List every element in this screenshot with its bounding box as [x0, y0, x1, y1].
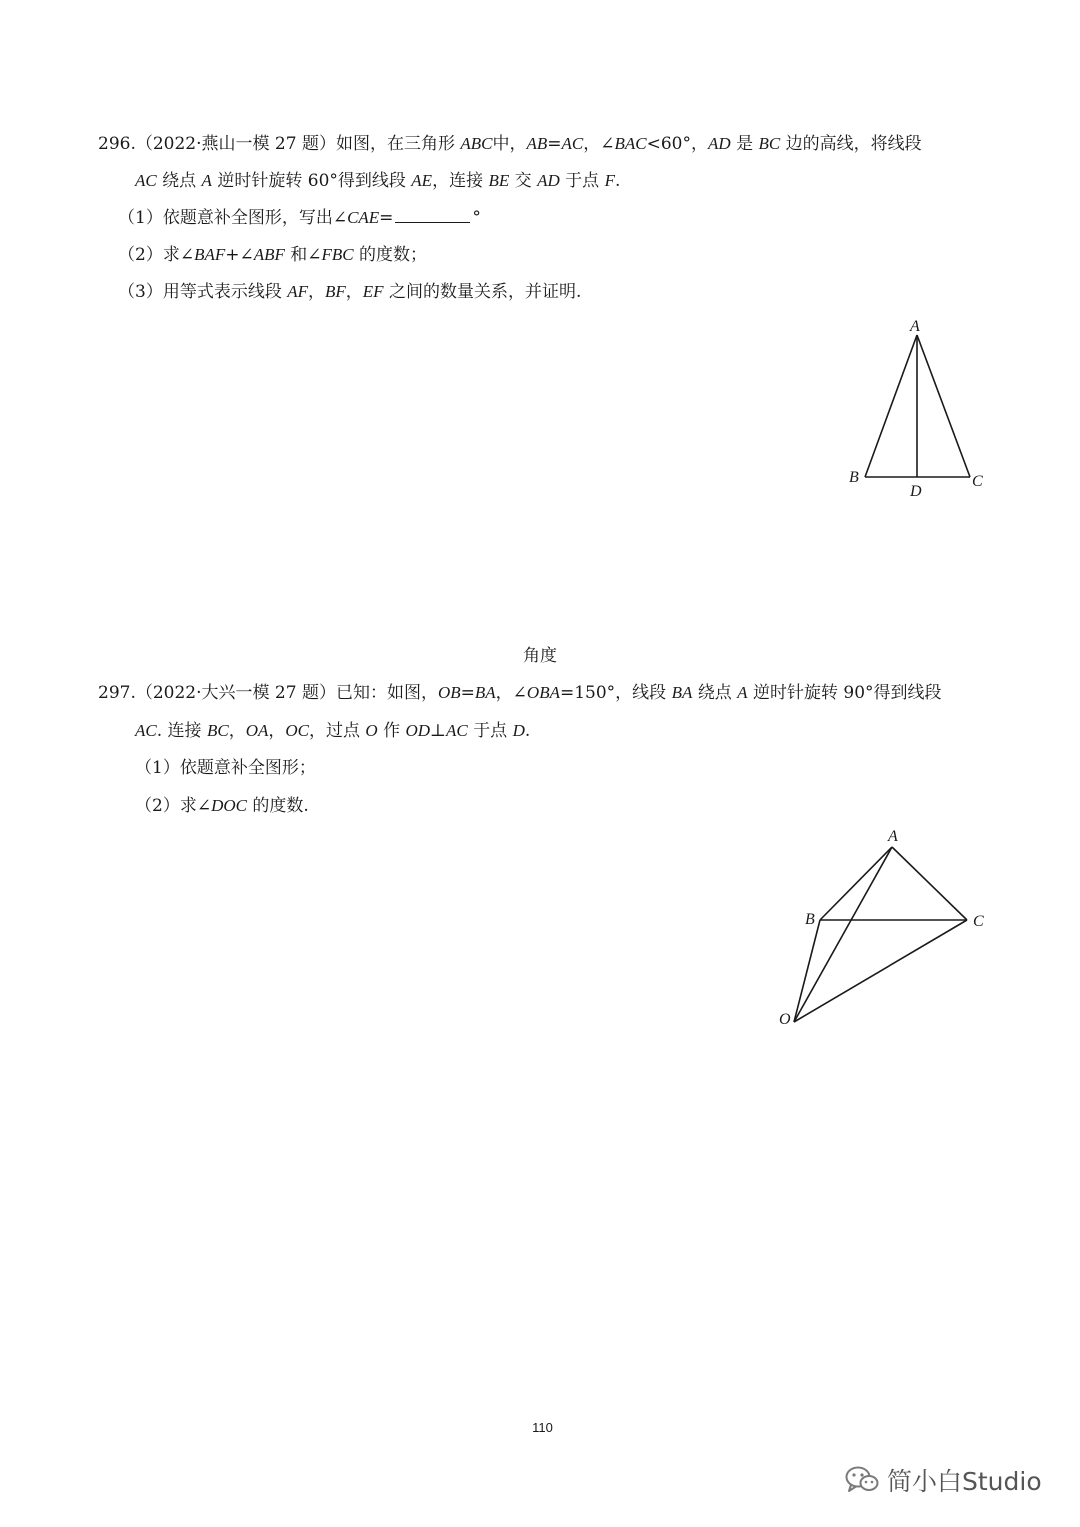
segment-AB [865, 335, 917, 477]
page-number: 110 [532, 1420, 553, 1435]
point-label-B: B [805, 911, 815, 928]
point-label-C: C [973, 913, 984, 930]
q296-stem-line-2: AC 绕点 A 逆时针旋转 60°得到线段 AE，连接 BE 交 AD 于点 F. [135, 171, 621, 191]
segment-AC [917, 335, 970, 477]
segment-AC [892, 847, 967, 920]
q296-part-3: （3）用等式表示线段 AF，BF，EF 之间的数量关系，并证明. [118, 282, 582, 302]
segment-OC [794, 920, 967, 1022]
q296-source: （2022·燕山一模 27 题） [135, 134, 336, 154]
point-label-D: D [910, 483, 922, 500]
point-label-O: O [779, 1011, 791, 1028]
q296-part-2: （2）求∠BAF+∠ABF 和∠FBC 的度数； [118, 245, 428, 265]
segment-AB [820, 847, 892, 920]
point-label-B: B [849, 469, 859, 486]
q297-part-2: （2）求∠DOC 的度数. [135, 796, 309, 816]
wechat-icon [845, 1466, 879, 1494]
point-label-A: A [910, 318, 920, 335]
q297-stem-line-1: 297.（2022·大兴一模 27 题）已知：如图，OB=BA，∠OBA=150°，线段 BA 绕点 A 逆时针旋转 90°得到线段 [98, 683, 942, 703]
watermark-text: 简小白Studio [887, 1467, 1042, 1496]
q296-triangle-figure [840, 315, 1000, 505]
answer-blank [395, 207, 470, 223]
q296-stem-line-1: 296.（2022·燕山一模 27 题）如图，在三角形 ABC中，AB=AC，∠BAC<60°，AD 是 BC 边的高线，将线段 [98, 134, 922, 154]
point-label-C: C [972, 473, 983, 490]
point-label-A: A [888, 828, 898, 845]
q297-number: 297. [98, 683, 136, 703]
q296-part-1: （1）依题意补全图形，写出∠CAE= ° [118, 208, 481, 228]
q297-stem-line-2: AC. 连接 BC，OA，OC，过点 O 作 OD⊥AC 于点 D. [135, 721, 531, 741]
q297-part-1: （1）依题意补全图形； [135, 758, 316, 778]
section-title: 角度 [523, 646, 557, 666]
segment-OA [794, 847, 892, 1022]
watermark [845, 1462, 1042, 1498]
q297-quadrilateral-figure [770, 825, 1000, 1035]
segment-OB [794, 920, 820, 1022]
q297-source: （2022·大兴一模 27 题） [135, 683, 336, 703]
q296-number: 296. [98, 134, 136, 154]
